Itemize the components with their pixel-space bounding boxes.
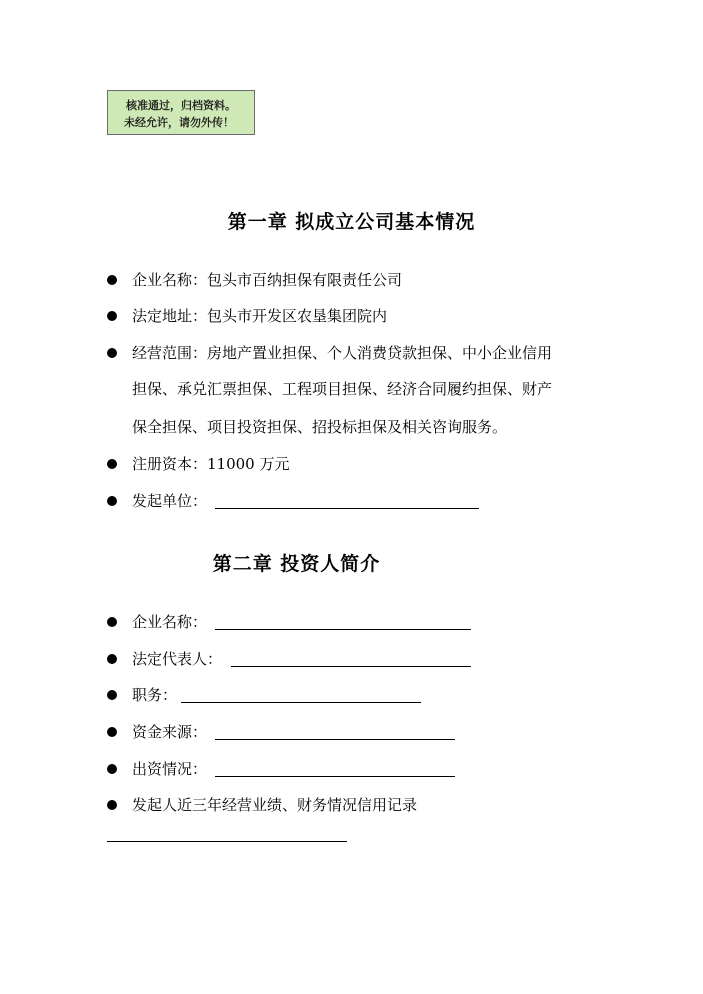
address-text: 法定地址：包头市开发区农垦集团院内 — [132, 307, 388, 325]
list-item-investor-name — [107, 612, 477, 632]
initiator-label: 发起单位： — [132, 492, 208, 510]
fund-source-label: 资金来源： — [132, 723, 208, 741]
bullet-icon — [107, 311, 117, 321]
contribution-label: 出资情况： — [132, 760, 208, 778]
stamp-line-1: 核准通过，归档资料。 — [126, 99, 236, 112]
list-item-initiator — [107, 491, 487, 511]
legal-rep-blank-line — [231, 666, 471, 667]
list-item-contribution — [107, 759, 457, 779]
company-name-text: 企业名称：包头市百纳担保有限责任公司 — [132, 271, 403, 289]
position-blank-line — [181, 702, 421, 703]
chapter-2-title: 第二章 投资人简介 — [212, 553, 381, 575]
bullet-icon — [107, 275, 117, 285]
approval-stamp — [107, 90, 255, 135]
initiator-blank-line — [215, 508, 479, 509]
bullet-icon — [107, 348, 117, 358]
list-item-position — [107, 685, 427, 705]
bullet-icon — [107, 654, 117, 664]
records-text: 发起人近三年经营业绩、财务情况信用记录 — [132, 796, 418, 814]
fund-source-blank-line — [215, 739, 455, 740]
bullet-icon — [107, 617, 117, 627]
bullet-icon — [107, 459, 117, 469]
position-label: 职务： — [132, 686, 178, 704]
stamp-line-2: 未经允许，请勿外传！ — [124, 116, 234, 129]
list-item-fund-source — [107, 722, 457, 742]
investor-name-blank-line — [215, 629, 471, 630]
investor-name-label: 企业名称： — [132, 613, 208, 631]
records-blank-line — [107, 841, 347, 842]
contribution-blank-line — [215, 776, 455, 777]
bullet-icon — [107, 727, 117, 737]
bullet-icon — [107, 764, 117, 774]
bullet-icon — [107, 496, 117, 506]
scope-text-line-1: 经营范围：房地产置业担保、个人消费贷款担保、中小企业信用 — [132, 344, 553, 362]
legal-rep-label: 法定代表人： — [132, 650, 223, 668]
chapter-1-title: 第一章 拟成立公司基本情况 — [227, 211, 476, 233]
capital-text: 注册资本：11000 万元 — [132, 455, 290, 473]
list-item-legal-rep — [107, 649, 477, 669]
scope-text-line-3: 保全担保、项目投资担保、招投标担保及相关咨询服务。 — [132, 418, 508, 436]
bullet-icon — [107, 690, 117, 700]
scope-text-line-2: 担保、承兑汇票担保、工程项目担保、经济合同履约担保、财产 — [132, 380, 553, 398]
bullet-icon — [107, 800, 117, 810]
